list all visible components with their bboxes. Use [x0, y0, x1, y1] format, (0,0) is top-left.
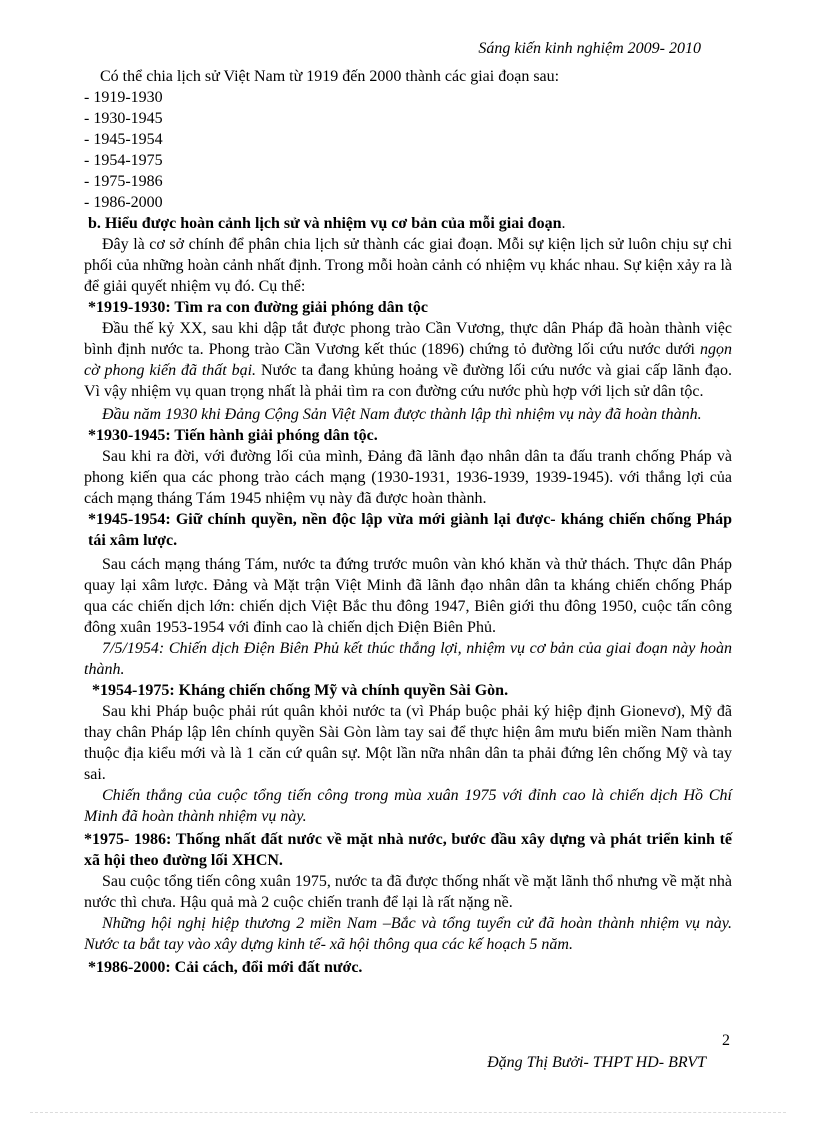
intro-text: Có thể chia lịch sử Việt Nam từ 1919 đến 2000 thành các giai đoạn sau:: [100, 68, 560, 85]
period-1986-heading: *1986-2000: Cải cách, đổi mới đất nước.: [88, 959, 363, 976]
period-1975-result: Những hội nghị hiệp thương 2 miền Nam –Bắc và tổng tuyển cử đã hoàn thành nhiệm vụ này. Nước ta bắt tay vào xây dựng kinh tế- xã hội thông qua các kế hoạch 5 năm.: [84, 915, 732, 953]
period-1919-body-end: Nước ta đang khủng hoảng về đường lối cứu nước và giai cấp lãnh đạo. Vì vậy nhiệm vụ quan trọng nhất là phải tìm ra con đường cứu nước phù hợp với lịch sử dân tộc.: [84, 362, 732, 400]
period-1919-body: [84, 318, 732, 402]
period-item: - 1986-2000: [84, 194, 163, 211]
period-1945-heading: *1945-1954: Giữ chính quyền, nền độc lập vừa mới giành lại được- kháng chiến chống Pháp tái xâm lược.: [88, 511, 732, 549]
period-1954-result: Chiến thắng của cuộc tổng tiến công trong mùa xuân 1975 với đỉnh cao là chiến dịch Hồ Chí Minh đã hoàn thành nhiệm vụ này.: [84, 787, 732, 825]
period-1975-heading: *1975- 1986: Thống nhất đất nước về mặt nhà nước, bước đầu xây dựng và phát triển kinh tế xã hội theo đường lối XHCN.: [84, 831, 732, 869]
period-1919-heading: *1919-1930: Tìm ra con đường giải phóng dân tộc: [88, 299, 428, 316]
period-1930-body: Sau khi ra đời, với đường lối của mình, Đảng đã lãnh đạo nhân dân ta đấu tranh chống Pháp và phong kiến qua các phong trào cách mạng (1930-1931, 1936-1939, 1939-1945). với thắng lợi của cách mạng tháng Tám 1945 nhiệm vụ này đã được hoàn thành.: [84, 448, 732, 507]
period-1954-body: Sau khi Pháp buộc phải rút quân khỏi nước ta (vì Pháp buộc phải ký hiệp định Gionevơ), Mỹ đã thay chân Pháp lập lên chính quyền Sài Gòn làm tay sai để thực hiện âm mưu biến miền Nam thành thuộc địa kiểu mới và là 1 căn cứ quân sự. Một lần nữa nhân dân ta phải đứng lên chống Mỹ và tay sai.: [84, 703, 732, 783]
period-1954-heading: *1954-1975: Kháng chiến chống Mỹ và chính quyền Sài Gòn.: [92, 682, 509, 699]
page-number: 2: [722, 1032, 730, 1049]
period-1945-body: Sau cách mạng tháng Tám, nước ta đứng trước muôn vàn khó khăn và thử thách. Thực dân Pháp quay lại xâm lược. Đảng và Mặt trận Việt Minh đã lãnh đạo nhân dân ta kháng chiến chống Pháp qua các chiến dịch lớn: chiến dịch Việt Bắc thu đông 1947, Biên giới thu đông 1950, cuộc tấn công đông xuân 1953-1954 với đỉnh cao là chiến dịch Điện Biên Phủ.: [84, 556, 732, 636]
period-item: - 1975-1986: [84, 173, 163, 190]
period-1930-heading: *1930-1945: Tiến hành giải phóng dân tộc.: [88, 427, 378, 444]
section-b-letter: b.: [88, 215, 101, 232]
page-header: Sáng kiến kinh nghiệm 2009- 2010: [478, 40, 701, 57]
period-1975-body: Sau cuộc tổng tiến công xuân 1975, nước ta đã được thống nhất về mặt lãnh thổ nhưng về mặt nhà nước thì chưa. Hậu quả mà 2 cuộc chiến tranh để lại là rất nặng nề.: [84, 873, 732, 911]
period-item: - 1954-1975: [84, 152, 163, 169]
period-item: - 1930-1945: [84, 110, 163, 127]
section-b-title: Hiểu được hoàn cảnh lịch sử và nhiệm vụ cơ bản của mỗi giai đoạn: [100, 215, 562, 232]
period-item: - 1945-1954: [84, 131, 163, 148]
period-1919-body-start: Đầu thế kỷ XX, sau khi dập tắt được phong trào Cần Vương, thực dân Pháp đã hoàn thành việc bình định nước ta. Phong trào Cần Vương kết thúc (1896) chứng tỏ đường lối cứu nước dưới: [84, 320, 732, 358]
page-footer: Đặng Thị Bưởi- THPT HD- BRVT: [487, 1054, 706, 1071]
period-1919-body-italic: ngọn cờ phong kiến đã thất bại.: [84, 341, 732, 379]
section-b-body: Đây là cơ sở chính để phân chia lịch sử thành các giai đoạn. Mỗi sự kiện lịch sử luôn chịu sự chi phối của những hoàn cảnh nhất định. Trong mỗi hoàn cảnh có nhiệm vụ khác nhau. Sự kiện xảy ra là để giải quyết nhiệm vụ đó. Cụ thể:: [84, 236, 732, 295]
period-1945-result: 7/5/1954: Chiến dịch Điện Biên Phủ kết thúc thắng lợi, nhiệm vụ cơ bản của giai đoạn này hoàn thành.: [84, 640, 732, 678]
period-item: - 1919-1930: [84, 89, 163, 106]
section-b-end: .: [561, 215, 566, 232]
period-1919-result: Đầu năm 1930 khi Đảng Cộng Sản Việt Nam được thành lập thì nhiệm vụ này đã hoàn thành.: [102, 406, 702, 423]
section-b-heading: [84, 213, 732, 234]
page-content: [84, 66, 732, 978]
page-bottom-rule: [30, 1112, 786, 1113]
